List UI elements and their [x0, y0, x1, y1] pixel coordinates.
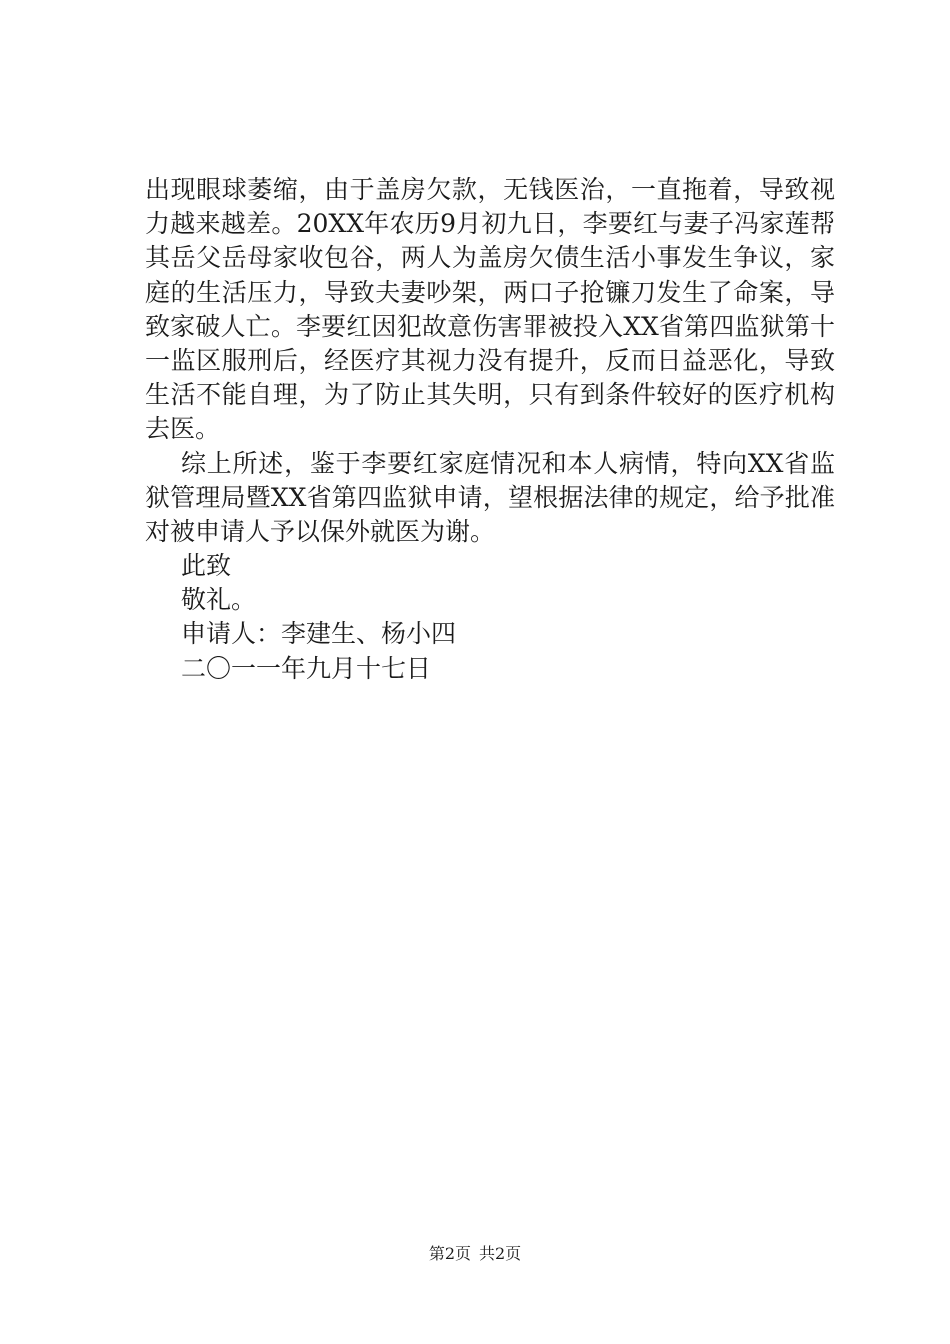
applicant-line: 申请人：李建生、杨小四 [181, 619, 457, 649]
text-line: 狱管理局暨XX省第四监狱申请，望根据法律的规定，给予批准 [145, 482, 835, 512]
text-line: 庭的生活压力，导致夫妻吵架，两口子抢镰刀发生了命案，导 [145, 277, 835, 307]
page-number: 第2页 [428, 1244, 471, 1263]
text-line: 一监区服刑后，经医疗其视力没有提升，反而日益恶化，导致 [145, 345, 835, 375]
paragraph-background [145, 173, 835, 447]
paragraph-conclusion [145, 447, 835, 550]
salutation-line: 此致 [181, 551, 232, 581]
salutation-line: 敬礼。 [181, 585, 257, 615]
text-line: 出现眼球萎缩，由于盖房欠款，无钱医治，一直拖着，导致视 [145, 175, 835, 204]
text-line: 力越来越差。20XX年农历9月初九日，李要红与妻子冯家莲帮 [145, 209, 835, 239]
text-line: 综上所述，鉴于李要红家庭情况和本人病情，特向XX省监 [181, 448, 835, 478]
text-line: 对被申请人予以保外就医为谢。 [145, 516, 496, 546]
text-line: 去医。 [145, 414, 221, 444]
closing-block [145, 549, 835, 686]
text-line: 致家破人亡。李要红因犯故意伤害罪被投入XX省第四监狱第十 [145, 311, 835, 341]
text-line: 生活不能自理，为了防止其失明，只有到条件较好的医疗机构 [145, 380, 835, 410]
page-footer [0, 1244, 950, 1264]
page-total: 共2页 [479, 1244, 522, 1263]
text-line: 其岳父岳母家收包谷，两人为盖房欠债生活小事发生争议，家 [145, 243, 835, 273]
date-line: 二〇一一年九月十七日 [181, 653, 432, 683]
document-body [145, 173, 835, 686]
